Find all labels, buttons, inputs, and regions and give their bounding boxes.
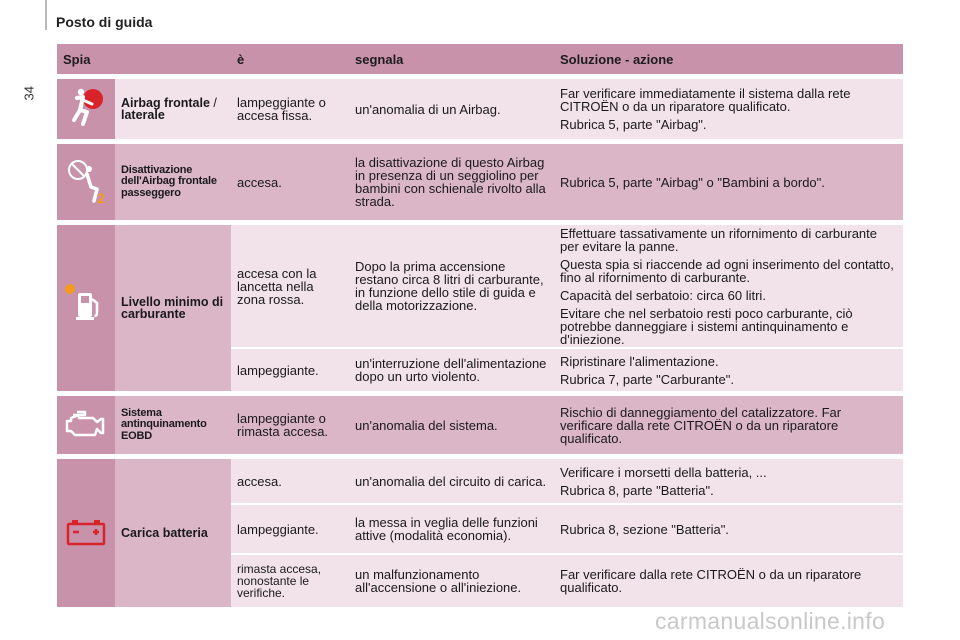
- battery-soluzione-3: Far verificare dalla rete CITROËN o da un riparatore qualificato.: [554, 553, 903, 607]
- table-row-airbag-deactivation: [57, 144, 903, 220]
- fuel-soluzione-1: Effettuare tassativamente un rifornimento di carburante per evitare la panne. Questa spia si riaccende ad ogni inserimento del contatto, fino al rifornimento di carburante. Capacità del serbatoio: circa 60 litri. Evitare che nel serbatoio resti poco carburante, ciò potrebbe danneggiare i sistemi antinquinamento e d'iniezione.: [560, 225, 894, 347]
- svg-text:2: 2: [97, 190, 105, 205]
- header-soluzione: Soluzione - azione: [554, 44, 903, 74]
- fuel-pump-icon: [64, 283, 108, 331]
- eobd-name: Sistema antinquinamento EOBD: [121, 406, 207, 442]
- battery-name: Carica batteria: [115, 459, 231, 607]
- fuel-stato-1: accesa con la lancetta nella zona rossa.: [237, 265, 317, 307]
- table-row-fuel: [57, 225, 903, 347]
- battery-icon: [64, 517, 108, 547]
- airbag-off-soluzione: Rubrica 5, parte "Airbag" o "Bambini a bordo".: [560, 174, 825, 190]
- fuel-icon-cell: [57, 225, 115, 391]
- engine-icon-cell: [57, 396, 115, 454]
- table-row-eobd: [57, 396, 903, 454]
- battery-icon-cell: [57, 459, 115, 607]
- fuel-soluzione-2: Ripristinare l'alimentazione. Rubrica 7, parte "Carburante".: [554, 347, 903, 391]
- airbag-icon-cell: [57, 79, 115, 139]
- airbag-deactivation-icon: [65, 157, 107, 205]
- eobd-segnala: un'anomalia del sistema.: [355, 417, 498, 433]
- page-number: 34: [21, 86, 37, 101]
- battery-stato-1: accesa.: [237, 473, 282, 489]
- watermark: carmanualsonline.info: [655, 608, 886, 634]
- battery-stato-3: rimasta accesa, nonostante le verifiche.: [231, 553, 349, 607]
- airbag-off-icon-cell: [57, 144, 115, 220]
- airbag-off-segnala: la disattivazione di questo Airbag in presenza di un seggiolino per bambini con schienale rivolto alla strada.: [355, 155, 546, 209]
- airbag-icon: [66, 86, 106, 130]
- airbag-off-name: Disattivazione dell'Airbag frontale passeggero: [121, 163, 217, 199]
- fuel-segnala-1: Dopo la prima accensione restano circa 8 litri di carburante, in funzione dello stile di guida e della motorizzazione.: [355, 259, 544, 313]
- header-e: è: [231, 44, 349, 74]
- header-spia: Spia: [57, 44, 231, 74]
- battery-soluzione-2: Rubrica 8, sezione "Batteria".: [554, 503, 903, 553]
- table-header-row: [57, 44, 903, 74]
- fuel-segnala-2: un'interruzione dell'alimentazione dopo un urto violento.: [349, 347, 554, 391]
- battery-segnala-2: la messa in veglia delle funzioni attive (modalità economia).: [349, 503, 554, 553]
- warning-lights-table: [57, 44, 903, 607]
- page-title: Posto di guida: [56, 14, 153, 30]
- engine-check-icon: [63, 407, 109, 441]
- page-header-bar: [45, 0, 47, 30]
- table-row-airbag: [57, 79, 903, 139]
- header-segnala: segnala: [349, 44, 554, 74]
- airbag-off-stato: accesa.: [237, 174, 282, 190]
- fuel-name: Livello minimo di carburante: [115, 225, 231, 391]
- battery-segnala-3: un malfunzionamento all'accensione o all'iniezione.: [349, 553, 554, 607]
- table-row-battery: [57, 459, 903, 503]
- airbag-segnala: un'anomalia di un Airbag.: [355, 101, 501, 117]
- airbag-soluzione: Far verificare immediatamente il sistema dalla rete CITROËN o da un riparatore qualificato. Rubrica 5, parte "Airbag".: [560, 86, 851, 132]
- battery-segnala-1: un'anomalia del circuito di carica.: [355, 473, 547, 489]
- battery-stato-2: lampeggiante.: [231, 503, 349, 553]
- airbag-name: Airbag frontale / laterale: [121, 95, 217, 122]
- battery-soluzione-1: Verificare i morsetti della batteria, ... Rubrica 8, parte "Batteria".: [560, 464, 767, 498]
- eobd-soluzione: Rischio di danneggiamento del catalizzatore. Far verificare dalla rete CITROËN o da un riparatore qualificato.: [560, 404, 842, 446]
- eobd-stato: lampeggiante o rimasta accesa.: [237, 411, 329, 439]
- fuel-stato-2: lampeggiante.: [231, 347, 349, 391]
- airbag-stato: lampeggiante o accesa fissa.: [237, 95, 326, 123]
